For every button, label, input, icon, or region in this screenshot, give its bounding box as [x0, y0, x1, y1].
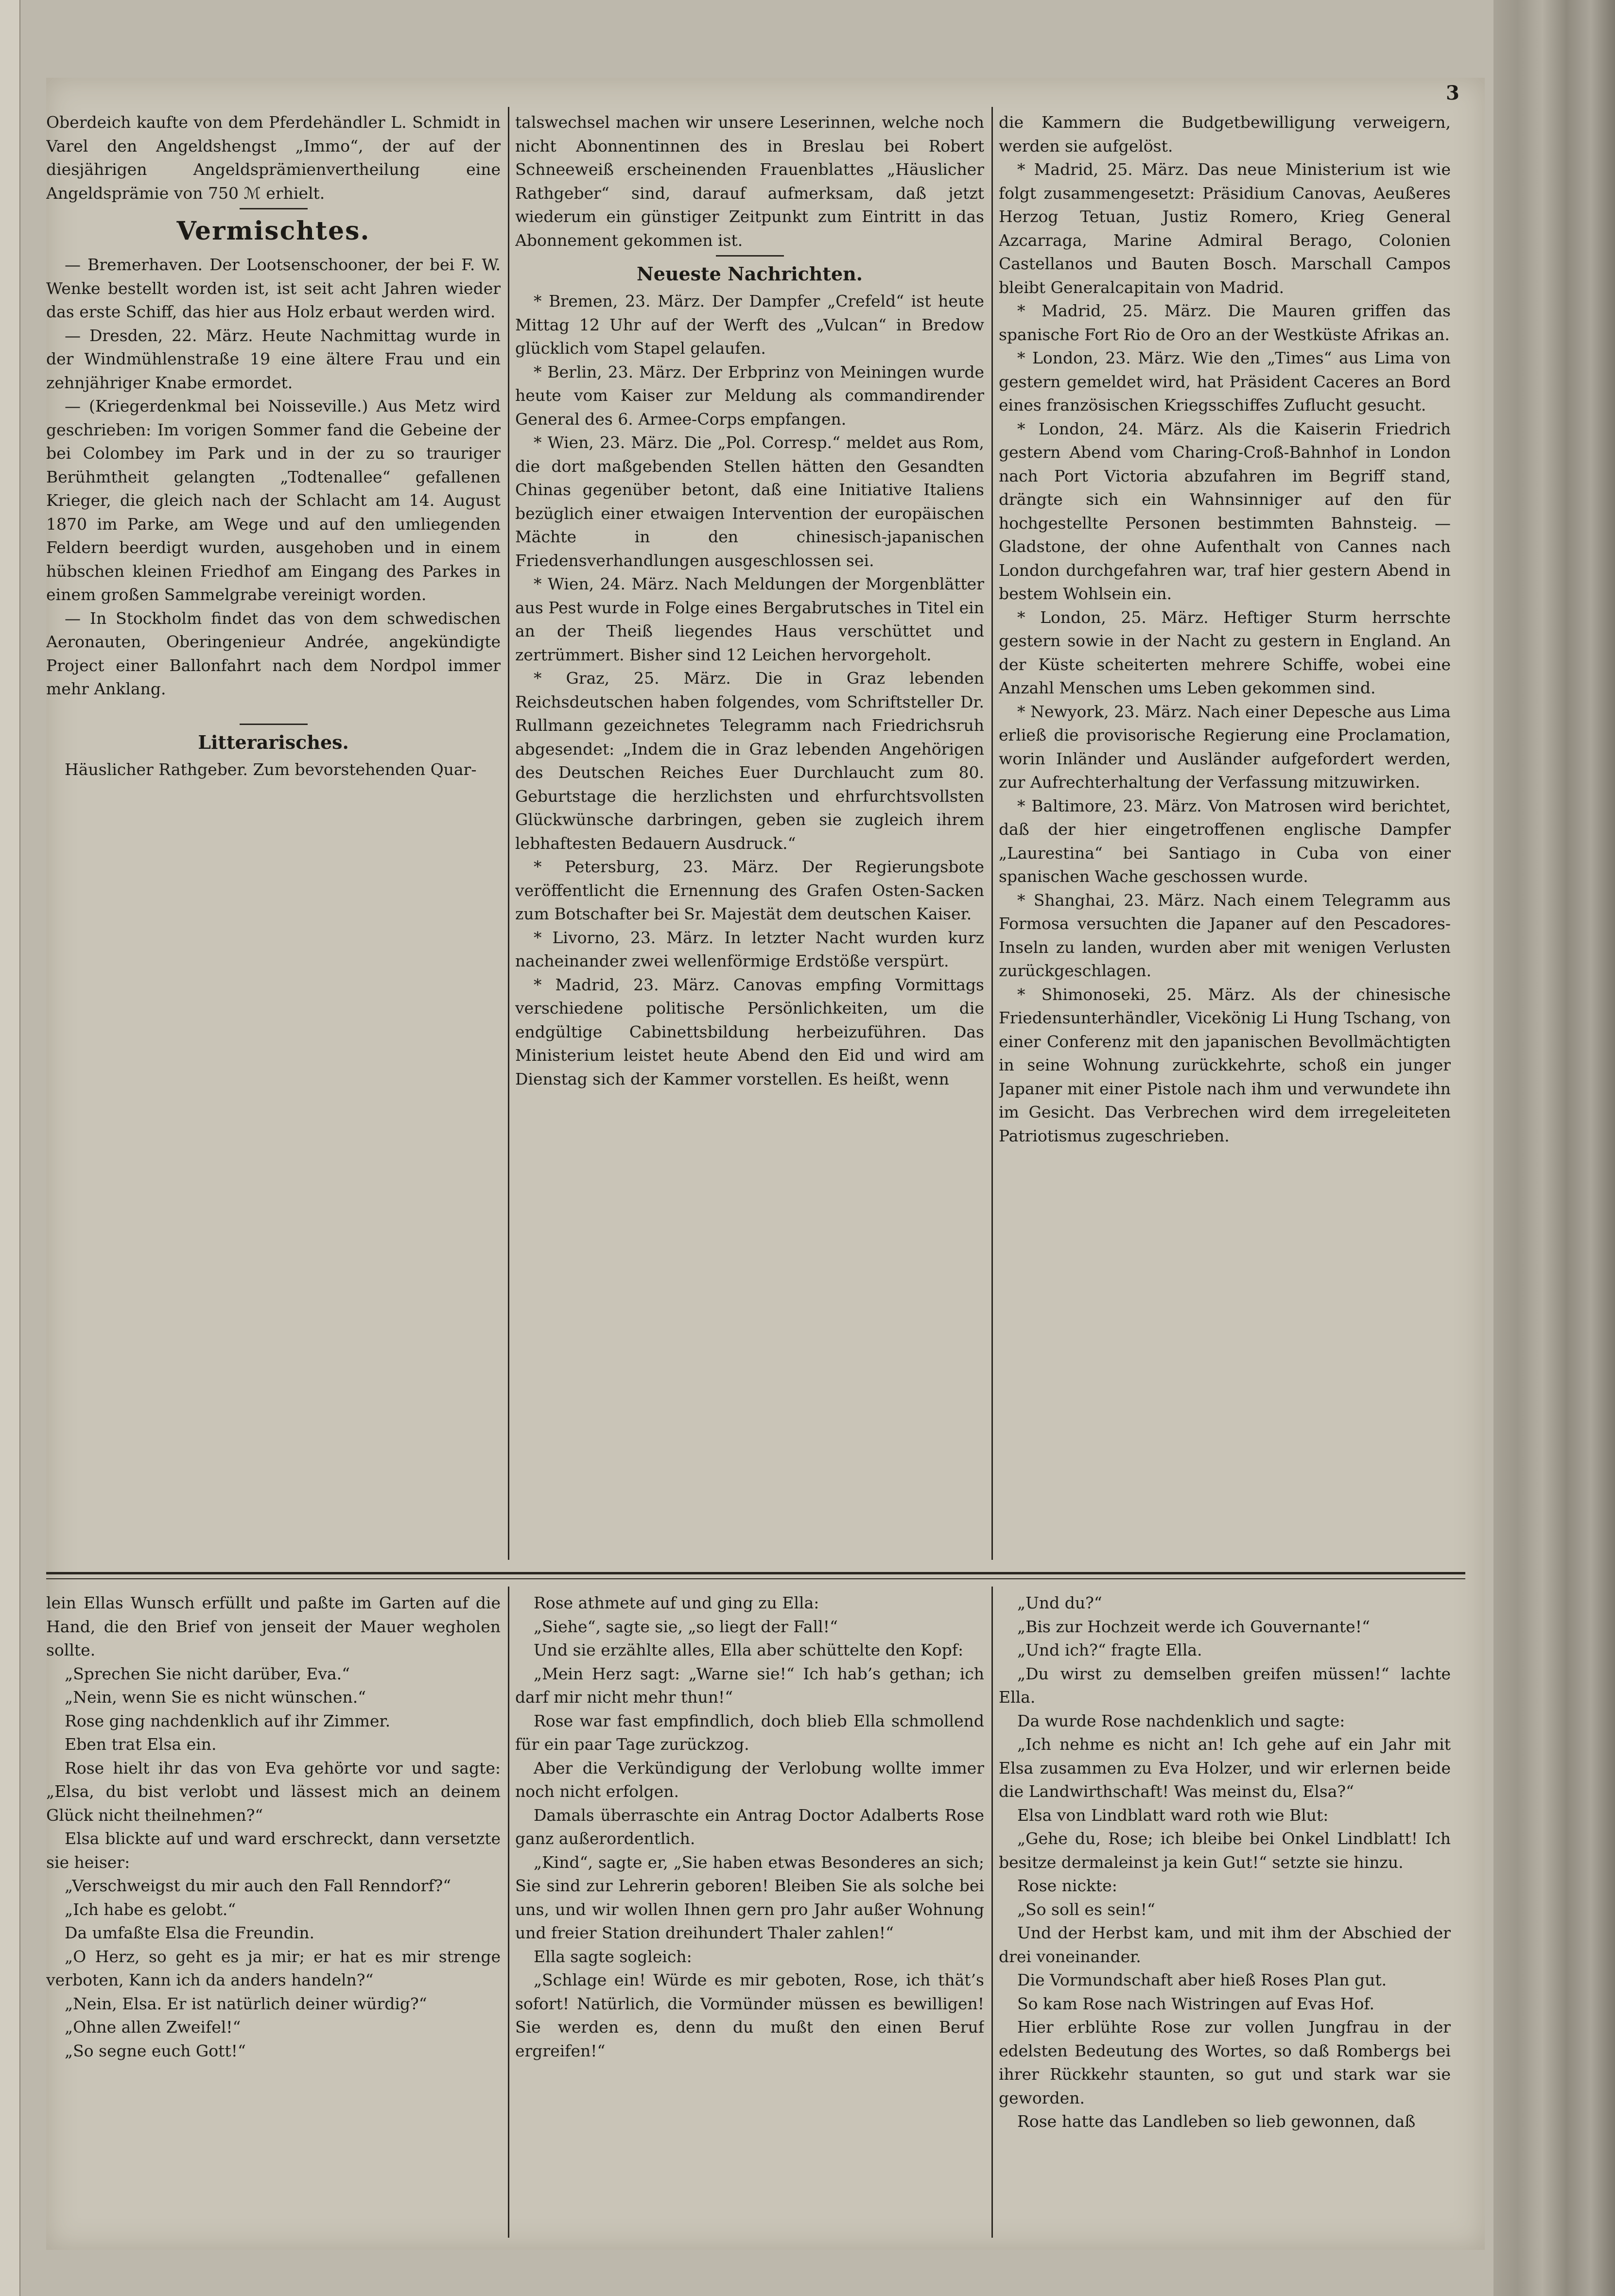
article-paragraph: Häuslicher Rathgeber. Zum bevorstehenden Quar- [65, 760, 477, 779]
story-paragraph: Rose war fast empfindlich, doch blieb Ella schmollend für ein paar Tage zurückzog. [515, 1711, 984, 1754]
news-column-2 [515, 111, 984, 1564]
news-item: die Kammern die Budgetbewilligung verweigern, werden sie aufgelöst. [999, 113, 1451, 155]
article-paragraph: Oberdeich kaufte von dem Pferdehändler L. Schmidt in Varel den Angeldshengst „Immo“, der auf der diesjährigen Angeldsprämienvertheilung eine Angeldsprämie von 750 ℳ erhielt. [46, 113, 501, 203]
story-paragraph: „Nein, wenn Sie es nicht wünschen.“ [65, 1688, 366, 1707]
story-paragraph: Elsa blickte auf und ward erschreckt, dann versetzte sie heiser: [46, 1829, 501, 1872]
article-paragraph: — In Stockholm findet das von dem schwedischen Aeronauten, Oberingenieur Andrée, angekündigte Project einer Ballonfahrt nach dem Nordpol immer mehr Anklang. [46, 608, 501, 698]
news-item: * Livorno, 23. März. In letzter Nacht wurden kurz nacheinander zwei wellenförmige Erdstöße verspürt. [515, 928, 984, 970]
story-paragraph: „Siehe“, sagte sie, „so liegt der Fall!“ [534, 1617, 838, 1636]
section-divider-thin [46, 1578, 1465, 1579]
story-paragraph: Ella sagte sogleich: [534, 1947, 692, 1966]
news-item: * Berlin, 23. März. Der Erbprinz von Meiningen wurde heute vom Kaiser zur Meldung als commandirender General des 6. Armee-Corps empfangen. [515, 362, 984, 429]
separator-rule [716, 255, 784, 257]
news-item: * Shanghai, 23. März. Nach einem Telegramm aus Formosa versuchten die Japaner auf den Pescadores-Inseln zu landen, wurden aber mit wenigen Verlusten zurückgeschlagen. [999, 890, 1451, 980]
article-paragraph: — Dresden, 22. März. Heute Nachmittag wurde in der Windmühlenstraße 19 eine ältere Frau und ein zehnjähriger Knabe ermordet. [46, 326, 501, 392]
story-paragraph: „Ohne allen Zweifel!“ [65, 2018, 241, 2037]
story-paragraph: Die Vormundschaft aber hieß Roses Plan gut. [1017, 1970, 1387, 1989]
story-paragraph: Rose hatte das Landleben so lieb gewonnen, daß [1017, 2112, 1416, 2131]
news-item: * Shimonoseki, 25. März. Als der chinesische Friedensunterhändler, Vicekönig Li Hung Tschang, von einer Conferenz mit den japanischen Bevollmächtigten in seine Wohnung zurückkehrte, schoß ein junger Japaner mit einer Pistole nach ihm und verwundete ihn im Gesicht. Das Verbrechen wird dem irregeleiteten Patriotismus zugeschrieben. [999, 984, 1451, 1145]
story-paragraph: So kam Rose nach Wistringen auf Evas Hof. [1017, 1994, 1374, 2013]
story-paragraph: „Nein, Elsa. Er ist natürlich deiner würdig?“ [65, 1994, 427, 2013]
story-paragraph: Rose athmete auf und ging zu Ella: [534, 1593, 819, 1612]
section-heading-neueste-nachrichten: Neueste Nachrichten. [637, 263, 863, 285]
column-rule [991, 107, 993, 1560]
feuilleton-column-1 [46, 1591, 501, 2243]
story-paragraph: Hier erblühte Rose zur vollen Jungfrau in der edelsten Bedeutung des Wortes, so daß Rombergs bei ihrer Rückkehr staunten, so gut und stark war sie geworden. [999, 2018, 1451, 2107]
news-column-1 [46, 111, 501, 1564]
story-paragraph: Da wurde Rose nachdenklich und sagte: [1017, 1711, 1345, 1730]
article-paragraph: — Bremerhaven. Der Lootsenschooner, der bei F. W. Wenke bestellt worden ist, ist seit acht Jahren wieder das erste Schiff, das hier aus Holz erbaut werden wird. [46, 255, 501, 321]
column-rule [991, 1587, 993, 2238]
story-paragraph: Eben trat Elsa ein. [65, 1735, 217, 1754]
news-item: * London, 23. März. Wie den „Times“ aus Lima von gestern gemeldet wird, hat Präsident Caceres an Bord eines französischen Kriegsschiffes Zuflucht gesucht. [999, 348, 1451, 414]
story-paragraph: „Sprechen Sie nicht darüber, Eva.“ [65, 1664, 350, 1683]
news-item: * Wien, 23. März. Die „Pol. Corresp.“ meldet aus Rom, die dort maßgebenden Stellen hätten den Gesandten Chinas gegenüber betont, daß eine Initiative Italiens bezüglich einer etwaigen Intervention der europäischen Mächte in den chinesisch-japanischen Friedensverhandlungen ausgeschlossen sei. [515, 433, 984, 570]
story-paragraph: „Mein Herz sagt: „Warne sie!“ Ich hab’s gethan; ich darf mir nicht mehr thun!“ [515, 1664, 984, 1707]
story-paragraph: Rose hielt ihr das von Eva gehörte vor und sagte: „Elsa, du bist verlobt und lässest mich an deinem Glück nicht theilnehmen?“ [46, 1758, 501, 1825]
column-rule [508, 107, 509, 1560]
separator-rule [240, 208, 308, 209]
story-paragraph: „So segne euch Gott!“ [65, 2041, 246, 2060]
story-paragraph: „Und ich?“ fragte Ella. [1017, 1640, 1202, 1659]
news-item: * London, 25. März. Heftiger Sturm herrschte gestern sowie in der Nacht zu gestern in England. An der Küste scheiterten mehrere Schiffe, wobei eine Anzahl Menschen ums Leben gekommen sind. [999, 607, 1451, 697]
story-paragraph: „O Herz, so geht es ja mir; er hat es mir strenge verboten, Kann ich da anders handeln?“ [46, 1947, 501, 1989]
story-paragraph: „Und du?“ [1017, 1593, 1102, 1612]
story-paragraph: Da umfaßte Elsa die Freundin. [65, 1923, 314, 1942]
story-paragraph: „So soll es sein!“ [1017, 1899, 1155, 1919]
story-paragraph: „Verschweigst du mir auch den Fall Renndorf?“ [65, 1876, 452, 1895]
story-paragraph: Rose nickte: [1017, 1876, 1117, 1895]
news-item: * Newyork, 23. März. Nach einer Depesche aus Lima erließ die provisorische Regierung eine Proclamation, worin Inländer und Ausländer aufgefordert werden, zur Aufrechterhaltung der Verfassung mitzuwirken. [999, 702, 1451, 792]
article-paragraph: — (Kriegerdenkmal bei Noisseville.) Aus Metz wird geschrieben: Im vorigen Sommer fand die Gebeine der bei Colombey im Park und in der zu so trauriger Berühmtheit gelangten „Todtenallee“ gefallenen Krieger, die gleich nach der Schlacht am 14. August 1870 im Parke, am Wege und auf den umliegenden Feldern beerdigt wurden, ausgehoben und in einem hübschen kleinen Friedhof am Eingang des Parkes in einem großen Sammelgrabe vereinigt worden. [46, 397, 501, 604]
section-heading-litterarisches: Litterarisches. [198, 731, 349, 753]
story-paragraph: „Du wirst zu demselben greifen müssen!“ lachte Ella. [999, 1664, 1451, 1707]
separator-rule [240, 724, 308, 725]
page-number: 3 [1446, 82, 1459, 104]
story-paragraph: „Schlage ein! Würde es mir geboten, Rose, ich thät’s sofort! Natürlich, die Vormünder müssen es bewilligen! Sie werden es, denn du mußt den einen Beruf ergreifen!“ [515, 1970, 984, 2060]
story-paragraph: „Ich habe es gelobt.“ [65, 1899, 236, 1919]
story-paragraph: Aber die Verkündigung der Verlobung wollte immer noch nicht erfolgen. [515, 1758, 984, 1801]
story-paragraph: „Bis zur Hochzeit werde ich Gouvernante!“ [1017, 1617, 1370, 1636]
news-column-3 [999, 111, 1451, 1564]
news-item: * Madrid, 23. März. Canovas empfing Vormittags verschiedene politische Persönlichkeiten, um die endgültige Cabinettsbildung herbeizuführen. Das Ministerium leistet heute Abend den Eid und wird am Dienstag sich der Kammer vorstellen. Es heißt, wenn [515, 975, 984, 1088]
news-item: * Petersburg, 23. März. Der Regierungsbote veröffentlicht die Ernennung des Grafen Osten-Sacken zum Botschafter bei Sr. Majestät dem deutschen Kaiser. [515, 857, 984, 923]
news-item: * Baltimore, 23. März. Von Matrosen wird berichtet, daß der hier eingetroffenen englische Dampfer „Laurestina“ bei Santiago in Cuba von einer spanischen Wache geschossen wurde. [999, 796, 1451, 886]
page-stack-edge [1493, 0, 1615, 2296]
feuilleton-column-2 [515, 1591, 984, 2243]
story-paragraph: Und der Herbst kam, und mit ihm der Abschied der drei voneinander. [999, 1923, 1451, 1966]
column-rule [508, 1587, 509, 2238]
news-item: * Madrid, 25. März. Das neue Ministerium ist wie folgt zusammengesetzt: Präsidium Canovas, Aeußeres Herzog Tetuan, Justiz Romero, Krieg General Azcarraga, Marine Admiral Berago, Colonien Castellanos und Bauten Bosch. Marschall Campos bleibt Generalcapitain von Madrid. [999, 160, 1451, 297]
news-item: * Madrid, 25. März. Die Mauren griffen das spanische Fort Rio de Oro an der Westküste Afrikas an. [999, 301, 1451, 344]
feuilleton-column-3 [999, 1591, 1451, 2243]
story-paragraph: Rose ging nachdenklich auf ihr Zimmer. [65, 1711, 391, 1730]
story-paragraph: lein Ellas Wunsch erfüllt und paßte im Garten auf die Hand, die den Brief von jenseit der Mauer wegholen sollte. [46, 1593, 501, 1659]
news-item: * London, 24. März. Als die Kaiserin Friedrich gestern Abend vom Charing-Croß-Bahnhof in London nach Port Victoria abzufahren im Begriff stand, drängte sich ein Wahnsinniger auf den für hochgestellte Personen bestimmten Bahnsteig. — Gladstone, der ohne Aufenthalt von Cannes nach London durchgefahren war, traf hier gestern Abend in bestem Wohlsein ein. [999, 419, 1451, 603]
story-paragraph: „Gehe du, Rose; ich bleibe bei Onkel Lindblatt! Ich besitze dermaleinst ja kein Gut!“ setzte sie hinzu. [999, 1829, 1451, 1872]
news-item: * Wien, 24. März. Nach Meldungen der Morgenblätter aus Pest wurde in Folge eines Bergabrutsches in Titel ein an der Theiß liegendes Haus verschüttet und zertrümmert. Bisher sind 12 Leichen hervorgeholt. [515, 574, 984, 664]
section-heading-vermischtes: Vermischtes. [176, 216, 370, 246]
story-paragraph: Und sie erzählte alles, Ella aber schüttelte den Kopf: [534, 1640, 964, 1659]
newspaper-page [46, 78, 1485, 2250]
story-paragraph: „Kind“, sagte er, „Sie haben etwas Besonderes an sich; Sie sind zur Lehrerin geboren! Bleiben Sie als solche bei uns, und wir wollen Ihnen gern pro Jahr außer Wohnung und freier Station dreihundert Thaler zahlen!“ [515, 1852, 984, 1942]
article-paragraph: talswechsel machen wir unsere Leserinnen, welche noch nicht Abonnentinnen des in Breslau bei Robert Schneeweiß erscheinenden Frauenblattes „Häuslicher Rathgeber“ sind, darauf aufmerksam, daß jetzt wiederum ein günstiger Zeitpunkt zum Eintritt in das Abonnement gekommen ist. [515, 113, 984, 250]
story-paragraph: „Ich nehme es nicht an! Ich gehe auf ein Jahr mit Elsa zusammen zu Eva Holzer, und wir erlernen beide die Landwirthschaft! Was meinst du, Elsa?“ [999, 1735, 1451, 1801]
news-item: * Bremen, 23. März. Der Dampfer „Crefeld“ ist heute Mittag 12 Uhr auf der Werft des „Vulcan“ in Bredow glücklich vom Stapel gelaufen. [515, 292, 984, 358]
story-paragraph: Elsa von Lindblatt ward roth wie Blut: [1017, 1805, 1329, 1825]
section-divider [46, 1572, 1465, 1574]
previous-page-edge [0, 0, 20, 2296]
story-paragraph: Damals überraschte ein Antrag Doctor Adalberts Rose ganz außerordentlich. [515, 1805, 984, 1848]
news-item: * Graz, 25. März. Die in Graz lebenden Reichsdeutschen haben folgendes, vom Schriftsteller Dr. Rullmann gezeichnetes Telegramm nach Friedrichsruh abgesendet: „Indem die in Graz lebenden Angehörigen des Deutschen Reiches Euer Durchlaucht zum 80. Geburtstage die herzlichsten und ehrfurchtsvollsten Glückwünsche darbringen, geben sie zugleich ihrem lebhaftesten Bedauern Ausdruck.“ [515, 669, 984, 853]
